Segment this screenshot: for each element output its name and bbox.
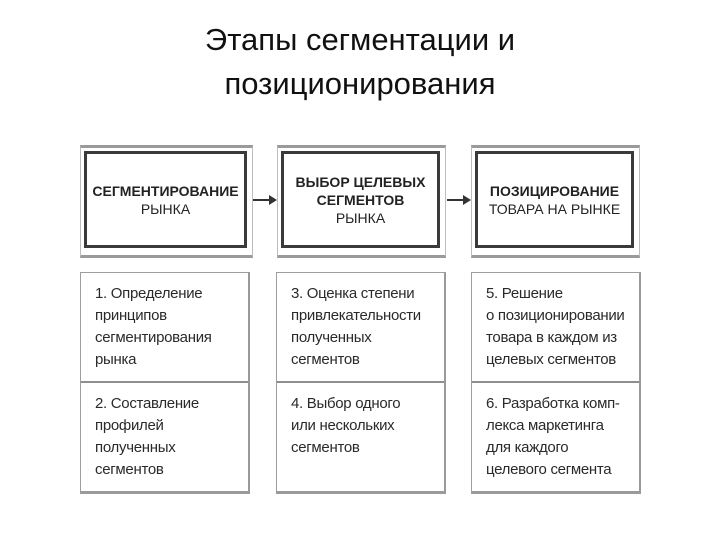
step-cell [277,273,444,383]
stage-header-subtitle: РЫНКА [335,209,386,226]
stage-header-subtitle: РЫНКА [140,200,191,217]
slide-title [0,18,720,106]
stage-header-title: ПОЗИЦИРОВАНИЕ [489,182,620,199]
stage-header-title: ВЫБОР ЦЕЛЕВЫХ СЕГМЕНТОВ [295,173,426,208]
step-cell [81,383,248,493]
arrow-right-icon [447,194,471,206]
title-line-2: позиционирования [224,66,496,101]
stage-header-subtitle: ТОВАРА НА РЫНКЕ [488,200,621,217]
step-cell [277,383,444,493]
stage-header-frame [84,151,247,248]
stage-header-positioning [471,145,640,258]
step-text: 3. Оценка степени привлекательности полученных сегментов [291,285,421,368]
stage-header-frame [475,151,634,248]
step-text: 4. Выбор одного или нескольких сегментов [291,395,401,456]
arrow-right-icon [253,194,277,206]
step-text: 5. Решение о позиционировании товара в каждом из целевых сегментов [486,285,625,368]
stage-header-segmentation [80,145,253,258]
stage-header-targeting [277,145,446,258]
steps-column-segmentation [80,272,250,494]
step-text: 6. Разработка комп- лекса маркетинга для каждого целевого сегмента [486,395,620,478]
title-line-1: Этапы сегментации и [204,22,516,57]
step-text: 2. Составление профилей полученных сегментов [95,395,199,478]
steps-column-targeting [276,272,446,494]
step-cell [472,273,639,383]
steps-column-positioning [471,272,641,494]
stage-header-title: СЕГМЕНТИРОВАНИЕ [92,182,239,199]
step-cell [81,273,248,383]
step-text: 1. Определение принципов сегментирования рынка [95,285,212,368]
step-cell [472,383,639,493]
stage-header-frame [281,151,440,248]
